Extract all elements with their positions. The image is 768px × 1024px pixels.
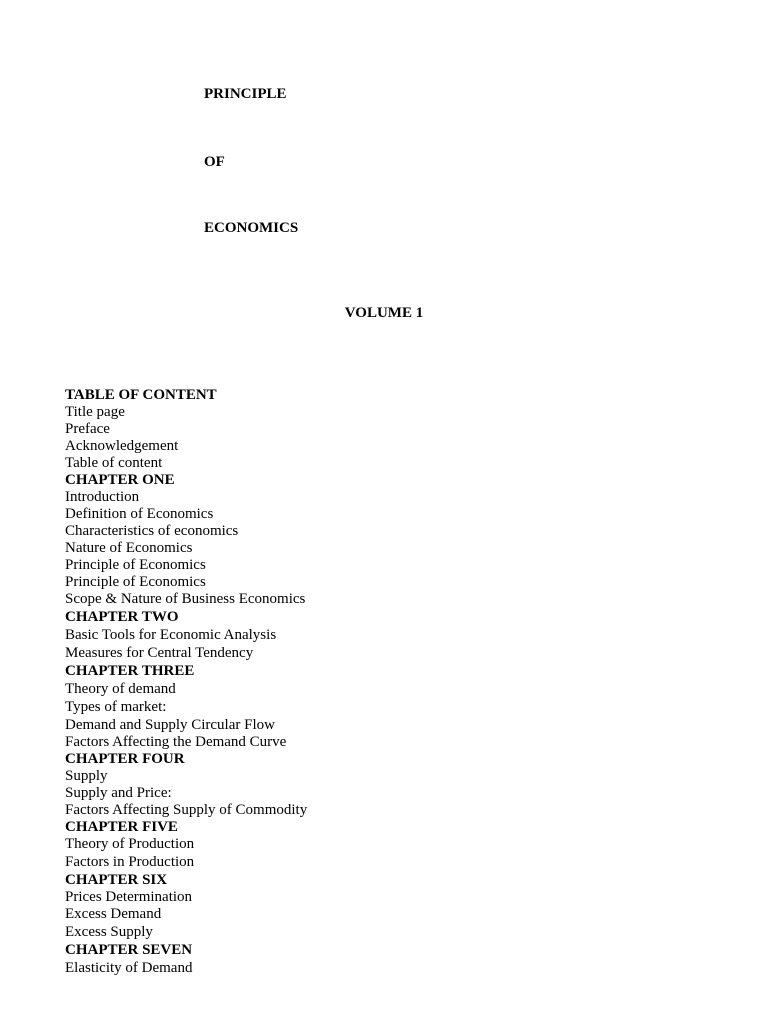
toc-entry: Principle of Economics: [65, 557, 206, 573]
table-of-contents: [65, 387, 705, 977]
toc-entry: Characteristics of economics: [65, 523, 239, 539]
toc-entry: Nature of Economics: [65, 540, 193, 556]
toc-heading: TABLE OF CONTENT: [65, 387, 217, 403]
toc-entry: Excess Demand: [65, 906, 162, 922]
toc-entry: Supply: [65, 768, 108, 784]
toc-chapter-heading: CHAPTER FOUR: [65, 751, 185, 767]
toc-chapter-heading: CHAPTER ONE: [65, 472, 175, 488]
toc-entry: Demand and Supply Circular Flow: [65, 717, 275, 733]
toc-entry: Elasticity of Demand: [65, 960, 193, 976]
toc-chapter-heading: CHAPTER FIVE: [65, 819, 178, 835]
toc-entry: Prices Determination: [65, 889, 193, 905]
toc-entry: Introduction: [65, 489, 140, 505]
toc-entry: Excess Supply: [65, 924, 153, 940]
toc-list: [65, 404, 705, 977]
toc-entry: Definition of Economics: [65, 506, 214, 522]
toc-entry: Types of market:: [65, 699, 167, 715]
toc-entry: Factors Affecting the Demand Curve: [65, 734, 287, 750]
toc-entry: Acknowledgement: [65, 438, 179, 454]
toc-chapter-heading: CHAPTER TWO: [65, 609, 179, 625]
toc-entry: Basic Tools for Economic Analysis: [65, 627, 277, 643]
title-line-principle: PRINCIPLE: [204, 86, 287, 102]
volume-label: VOLUME 1: [344, 305, 424, 321]
toc-entry: Preface: [65, 421, 110, 437]
toc-entry: Table of content: [65, 455, 163, 471]
toc-chapter-heading: CHAPTER SIX: [65, 872, 168, 888]
toc-entry: Measures for Central Tendency: [65, 645, 254, 661]
toc-entry: Theory of Production: [65, 836, 195, 852]
toc-entry: Scope & Nature of Business Economics: [65, 591, 306, 607]
title-line-of: OF: [204, 154, 225, 170]
title-line-economics: ECONOMICS: [204, 220, 299, 236]
toc-entry: Theory of demand: [65, 681, 176, 697]
toc-entry: Principle of Economics: [65, 574, 206, 590]
toc-entry: Supply and Price:: [65, 785, 172, 801]
toc-entry: Title page: [65, 404, 125, 420]
toc-chapter-heading: CHAPTER THREE: [65, 663, 195, 679]
toc-chapter-heading: CHAPTER SEVEN: [65, 942, 193, 958]
toc-entry: Factors in Production: [65, 854, 195, 870]
toc-entry: Factors Affecting Supply of Commodity: [65, 802, 308, 818]
